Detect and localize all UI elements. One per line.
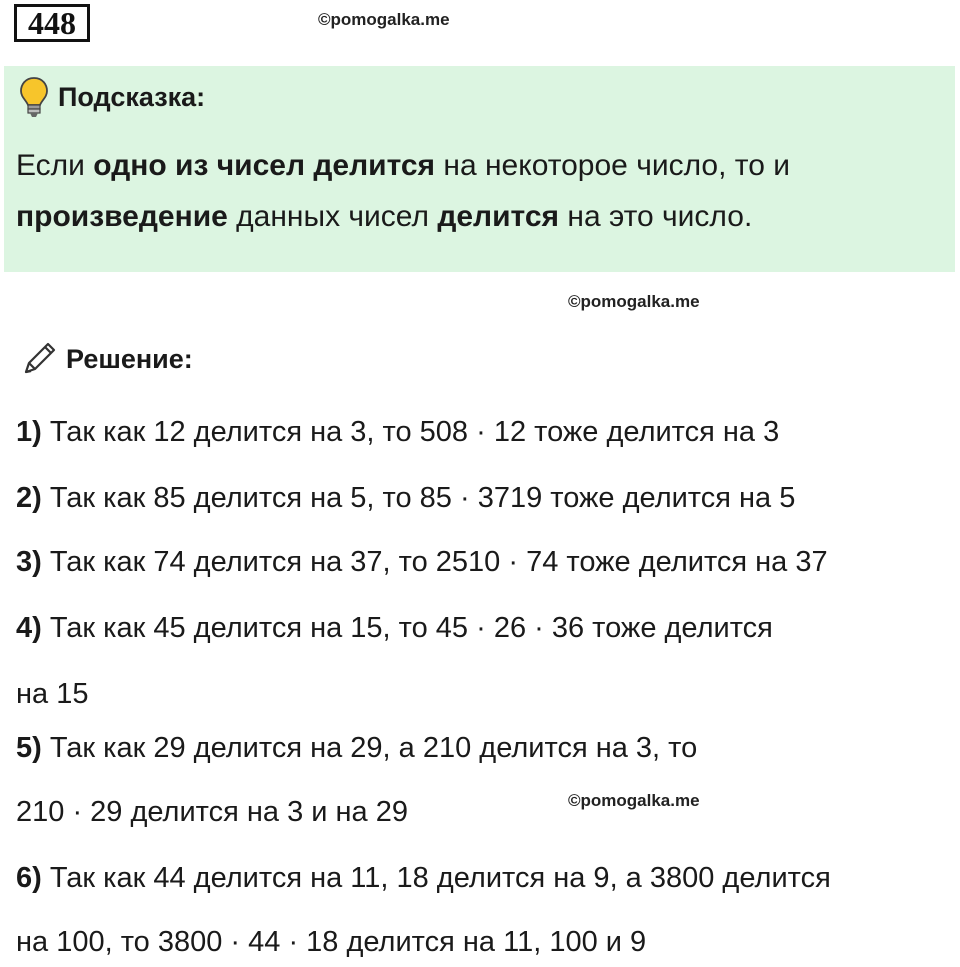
watermark: ©pomogalka.me <box>318 10 450 29</box>
solution-title <box>18 338 193 380</box>
hint-text-part: на некоторое число, то и <box>435 149 790 182</box>
lightbulb-icon <box>18 76 50 118</box>
hint-box <box>4 66 955 272</box>
hint-line-1 <box>16 140 936 191</box>
solution-item-6-cont: на 100, то 3800 · 44 · 18 делится на 11, 100 и 9 <box>16 926 647 958</box>
hint-text <box>16 140 936 242</box>
item-number: 5) <box>16 732 42 764</box>
watermark: ©pomogalka.me <box>568 292 700 311</box>
solution-item-4 <box>16 608 773 648</box>
item-text: Так как 45 делится на 15, то 45 · 26 · 36 тоже делится <box>41 612 773 644</box>
hint-bold-part: одно из чисел делится <box>93 149 436 182</box>
hint-bold-part: произведение <box>16 200 228 233</box>
hint-bold-part: делится <box>437 200 560 233</box>
solution-item-6 <box>16 858 831 898</box>
pencil-icon <box>18 338 60 380</box>
hint-text-part: Если <box>16 149 94 182</box>
hint-title-text: Подсказка: <box>58 81 206 112</box>
item-number: 1) <box>16 416 42 448</box>
item-number: 2) <box>16 482 42 514</box>
solution-item-1 <box>16 412 779 452</box>
solution-title-text: Решение: <box>66 343 193 374</box>
item-number: 6) <box>16 862 42 894</box>
item-text: Так как 85 делится на 5, то 85 · 3719 тоже делится на 5 <box>41 482 796 514</box>
item-text: Так как 44 делится на 11, 18 делится на 9, а 3800 делится <box>41 862 831 894</box>
solution-item-3 <box>16 542 828 582</box>
item-text: Так как 12 делится на 3, то 508 · 12 тоже делится на 3 <box>41 416 780 448</box>
item-text: Так как 29 делится на 29, а 210 делится на 3, то <box>41 732 698 764</box>
item-text: Так как 74 делится на 37, то 2510 · 74 тоже делится на 37 <box>41 546 828 578</box>
solution-item-5 <box>16 728 697 768</box>
hint-title <box>18 76 205 118</box>
hint-line-2 <box>16 191 936 242</box>
watermark: ©pomogalka.me <box>568 791 700 810</box>
item-number: 3) <box>16 546 42 578</box>
solution-item-4-cont: на 15 <box>16 678 89 710</box>
hint-text-part: на это число. <box>559 200 753 233</box>
solution-item-2 <box>16 478 795 518</box>
item-number: 4) <box>16 612 42 644</box>
solution-item-5-cont: 210 · 29 делится на 3 и на 29 <box>16 796 408 828</box>
hint-text-part: данных чисел <box>227 200 438 233</box>
problem-number: 448 <box>14 4 90 42</box>
